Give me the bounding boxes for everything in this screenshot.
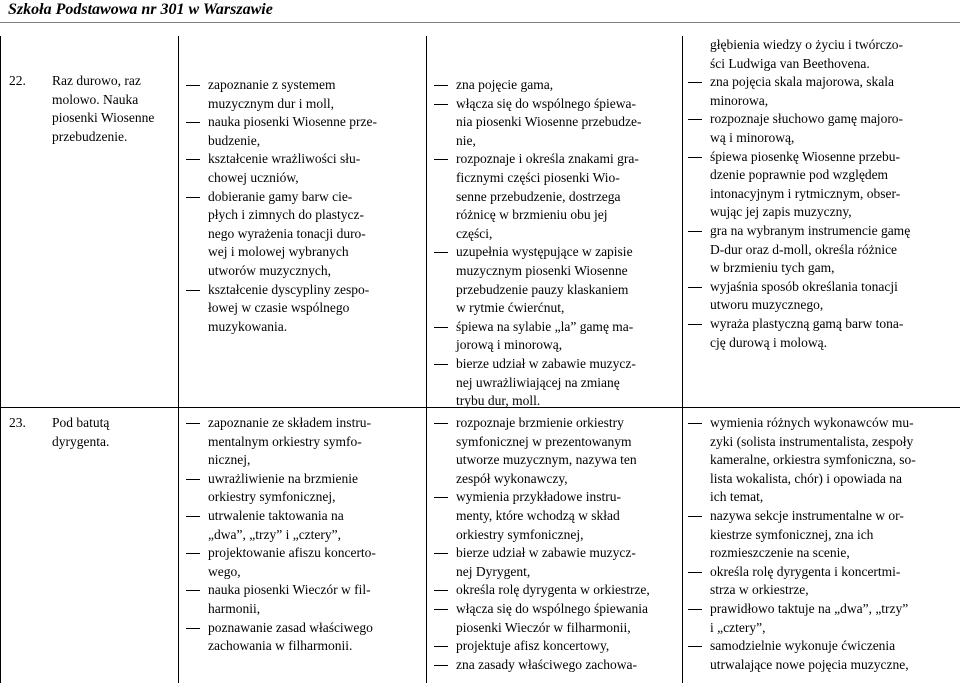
basic-requirements (434, 414, 680, 674)
list-item: zna zasady właściwego zachowa- (434, 656, 680, 675)
column-divider-2 (426, 36, 427, 683)
table-border-left (0, 36, 1, 683)
list-item: uzupełnia występujące w zapisie muzycznym piosenki Wiosenne przebudzenie pauzy klaskaniem w rytmie ćwierćnut, (434, 243, 680, 317)
list-item: śpiewa piosenkę Wiosenne przebu- dzenie poprawnie pod względem intonacyjnym i rytmicznym, obser- wując jej zapis muzyczny, (688, 148, 960, 222)
lesson-topic: Pod batutą dyrygenta. (52, 415, 110, 449)
lesson-topic: Raz durowo, raz molowo. Nauka piosenki Wiosenne przebudzenie. (52, 73, 155, 144)
list-item: wymienia przykładowe instru- menty, które wchodzą w skład orkiestry symfonicznej, (434, 488, 680, 544)
list-item: uwrażliwienie na brzmienie orkiestry symfonicznej, (186, 470, 422, 507)
list-item: rozpoznaje słuchowo gamę majoro- wą i minorową, (688, 110, 960, 147)
list-item: dobieranie gamy barw cie- płych i zimnych do plastycz- nego wyrażenia tonacji duro- wej i molowej wybranych utworów muzycznych, (186, 188, 422, 281)
list-item: wyraża plastyczną gamą barw tona- cję durową i molową. (688, 315, 960, 352)
header-divider (0, 22, 960, 23)
lesson-aims (186, 414, 422, 656)
list-item: kształcenie dyscypliny zespo- łowej w czasie wspólnego muzykowania. (186, 281, 422, 337)
list-item: wymienia różnych wykonawców mu- zyki (solista instrumentalista, zespoły kameralne, orkiestra symfoniczna, so- lista wokalista, chór) i opowiada na ich temat, (688, 414, 960, 507)
list-item: bierze udział w zabawie muzycz- nej Dyrygent, (434, 544, 680, 581)
list-item: poznawanie zasad właściwego zachowania w filharmonii. (186, 619, 422, 656)
column-divider-1 (178, 36, 179, 683)
list-item: zapoznanie z systemem muzycznym dur i moll, (186, 76, 422, 113)
row-number: 23. (9, 415, 26, 430)
list-item: nauka piosenki Wiosenne prze- budzenie, (186, 113, 422, 150)
list-item: nauka piosenki Wieczór w fil- harmonii, (186, 581, 422, 618)
list-item: zapoznanie ze składem instru- mentalnym orkiestry symfo- nicznej, (186, 414, 422, 470)
list-item: włącza się do wspólnego śpiewania piosenki Wieczór w filharmonii, (434, 600, 680, 637)
list-item: określa rolę dyrygenta w orkiestrze, (434, 581, 680, 600)
list-item: określa rolę dyrygenta i koncertmi- strza w orkiestrze, (688, 563, 960, 600)
list-item: włącza się do wspólnego śpiewa- nia piosenki Wiosenne przebudze- nie, (434, 95, 680, 151)
list-item: projektowanie afiszu koncerto- wego, (186, 544, 422, 581)
list-item: utrwalenie taktowania na „dwa”, „trzy” i „cztery”, (186, 507, 422, 544)
list-item: zna pojęcie gama, (434, 76, 680, 95)
row-number: 22. (9, 73, 26, 88)
list-item: samodzielnie wykonuje ćwiczenia utrwalające nowe pojęcia muzyczne, (688, 637, 960, 674)
column-divider-3 (682, 36, 683, 683)
list-item: projektuje afisz koncertowy, (434, 637, 680, 656)
list-item: zna pojęcia skala majorowa, skala minorowa, (688, 73, 960, 110)
extended-requirements (688, 414, 960, 674)
list-item: rozpoznaje brzmienie orkiestry symfonicznej w prezentowanym utworze muzycznym, nazywa ten zespół wykonawczy, (434, 414, 680, 488)
list-item: nazywa sekcje instrumentalne w or- kiestrze symfonicznej, zna ich rozmieszczenie na scenie, (688, 507, 960, 563)
list-item: bierze udział w zabawie muzycz- nej uwrażliwiającej na zmianę trybu dur, moll. (434, 355, 680, 411)
list-item: wyjaśnia sposób określania tonacji utworu muzycznego, (688, 278, 960, 315)
school-header: Szkoła Podstawowa nr 301 w Warszawie (8, 1, 273, 18)
extended-requirements (688, 36, 960, 352)
list-item: kształcenie wrażliwości słu- chowej uczniów, (186, 150, 422, 187)
list-item: gra na wybranym instrumencie gamę D-dur oraz d-moll, określa różnice w brzmieniu tych gam, (688, 222, 960, 278)
continued-text: głębienia wiedzy o życiu i twórczo- ści Ludwiga van Beethovena. (710, 37, 904, 71)
curriculum-table (0, 36, 960, 683)
list-item: rozpoznaje i określa znakami gra- ficznymi części piosenki Wio- senne przebudzenie, dostrzega różnicę w brzmieniu obu jej części, (434, 150, 680, 243)
basic-requirements (434, 76, 680, 411)
list-item: prawidłowo taktuje na „dwa”, „trzy” i „cztery”, (688, 600, 960, 637)
list-item: śpiewa na sylabie „la” gamę ma- jorową i minorową, (434, 318, 680, 355)
lesson-aims (186, 76, 422, 336)
